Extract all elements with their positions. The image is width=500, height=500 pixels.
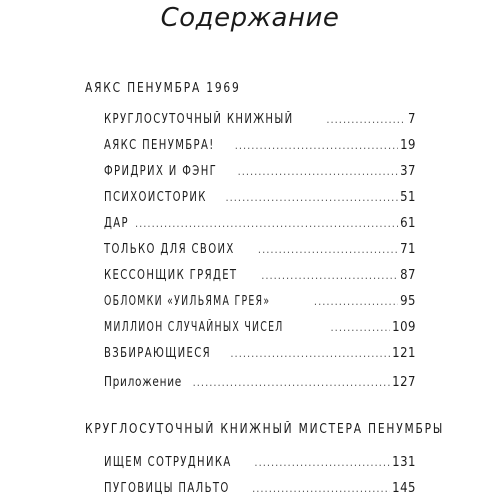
toc-entry-page: 37 [400, 164, 416, 179]
toc-entry-page: 71 [400, 242, 416, 257]
toc-entry-page: 121 [392, 346, 416, 361]
toc-entry-title: ИЩЕМ СОТРУДНИКА [104, 455, 232, 470]
part-heading: КРУГЛОСУТОЧНЫЙ КНИЖНЫЙ МИСТЕРА ПЕНУМБРЫ [85, 422, 445, 437]
dot-leader [254, 456, 390, 469]
dot-leader [314, 295, 398, 308]
toc-entry[interactable] [104, 455, 416, 475]
toc-entry[interactable] [104, 294, 416, 314]
toc-entry[interactable] [104, 190, 416, 210]
toc-entry-page: 145 [392, 481, 416, 496]
toc-entry-page: 127 [392, 375, 416, 390]
dot-leader [135, 217, 398, 230]
dot-leader [230, 347, 390, 360]
toc-entry-title: ВЗБИРАЮЩИЕСЯ [104, 346, 211, 361]
toc-entry-title: ПСИХОИСТОРИК [104, 190, 207, 205]
toc-entry[interactable] [104, 138, 416, 158]
toc-entry-title: Приложение [104, 375, 182, 390]
toc-entry[interactable] [104, 164, 416, 184]
toc-entry[interactable] [104, 481, 416, 500]
dot-leader [238, 165, 399, 178]
dot-leader [261, 269, 398, 282]
toc-entry-page: 19 [400, 138, 416, 153]
dot-leader [326, 113, 406, 126]
toc-entry-title: ДАР [104, 216, 129, 231]
toc-entry-title: ФРИДРИХ И ФЭНГ [104, 164, 218, 179]
toc-entry-title: КРУГЛОСУТОЧНЫЙ КНИЖНЫЙ [104, 112, 294, 127]
dot-leader [235, 139, 398, 152]
dot-leader [258, 243, 398, 256]
toc-entry-page: 95 [400, 294, 416, 309]
dot-leader [226, 191, 399, 204]
page-title: Содержание [160, 3, 340, 33]
toc-entry[interactable] [104, 112, 416, 132]
toc-entry-title: АЯКС ПЕНУМБРА! [104, 138, 215, 153]
toc-entry-page: 51 [400, 190, 416, 205]
dot-leader [193, 376, 391, 389]
toc-entry[interactable] [104, 375, 416, 395]
toc-entry-page: 131 [392, 455, 416, 470]
toc-entry-title: ОБЛОМКИ «УИЛЬЯМА ГРЕЯ» [104, 294, 271, 309]
toc-entry-title: ТОЛЬКО ДЛЯ СВОИХ [104, 242, 235, 257]
toc-entry[interactable] [104, 268, 416, 288]
toc-entry-title: ПУГОВИЦЫ ПАЛЬТО [104, 481, 230, 496]
part-heading: АЯКС ПЕНУМБРА 1969 [85, 81, 241, 96]
toc-entry[interactable] [104, 216, 416, 236]
toc-entry[interactable] [104, 346, 416, 366]
toc-entry[interactable] [104, 242, 416, 262]
toc-entry-page: 87 [400, 268, 416, 283]
toc-entry-page: 61 [400, 216, 416, 231]
toc-entry-title: КЕССОНЩИК ГРЯДЕТ [104, 268, 238, 283]
toc-entry-page: 109 [392, 320, 416, 335]
dot-leader [252, 482, 390, 495]
toc-entry[interactable] [104, 320, 416, 340]
dot-leader [331, 321, 391, 334]
toc-entry-page: 7 [408, 112, 416, 127]
toc-entry-title: МИЛЛИОН СЛУЧАЙНЫХ ЧИСЕЛ [104, 320, 284, 335]
